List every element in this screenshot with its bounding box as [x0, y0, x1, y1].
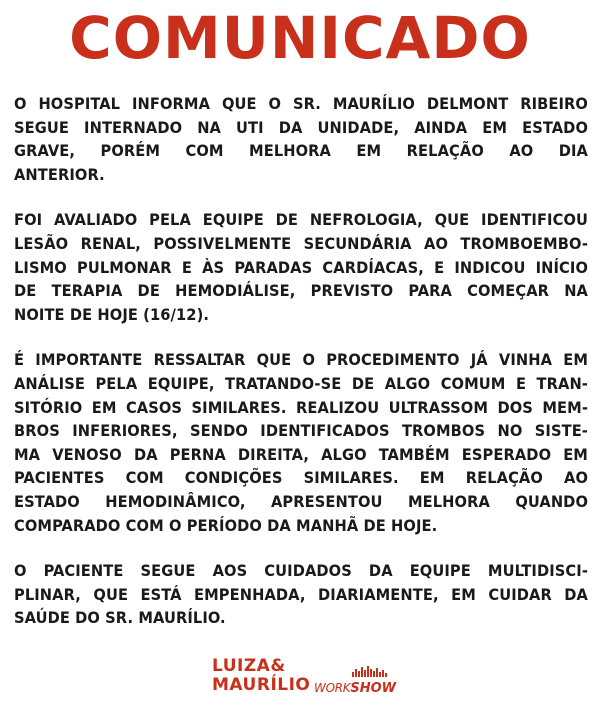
paragraph-3 — [14, 348, 588, 537]
paragraph-1 — [14, 92, 588, 186]
work-label: WORK — [314, 681, 351, 695]
text-line: PLINAR, QUE ESTÁ EMPENHADA, DIARIAMENTE, EM CUIDAR DA — [14, 584, 588, 604]
logo-line-2: MAURÍLIO — [212, 675, 311, 695]
text-line: NOITE DE HOJE (16/12). — [14, 304, 210, 324]
text-line: É IMPORTANTE RESSALTAR QUE O PROCEDIMENTO JÁ VINHA EM — [14, 350, 588, 370]
luiza-maurilio-logo — [212, 657, 310, 695]
footer-logos — [212, 657, 402, 701]
text-line: ESTADO HEMODINÂMICO, APRESENTOU MELHORA QUANDO — [14, 491, 588, 511]
text-line: LESÃO RENAL, POSSIVELMENTE SECUNDÁRIA AO TROMBOEMBO- — [14, 233, 588, 253]
paragraph-2 — [14, 208, 588, 326]
show-label: SHOW — [350, 681, 396, 696]
text-line: LISMO PULMONAR E ÀS PARADAS CARDÍACAS, E INDICOU INÍCIO — [14, 257, 588, 277]
logo-line-1: LUIZA& — [212, 656, 286, 676]
text-line: ANÁLISE PELA EQUIPE, TRATANDO-SE DE ALGO COMUM E TRAN- — [14, 373, 588, 393]
paragraph-4 — [14, 559, 588, 630]
text-line: PACIENTES COM CONDIÇÕES SIMILARES. EM RELAÇÃO AO — [14, 468, 588, 488]
announcement-body — [14, 92, 588, 652]
sound-bars-icon — [352, 665, 392, 677]
text-line: SITÓRIO EM CASOS SIMILARES. REALIZOU ULTRASSOM DOS MEM- — [14, 397, 588, 417]
text-line: SEGUE INTERNADO NA UTI DA UNIDADE, AINDA EM ESTADO — [14, 117, 588, 137]
text-line: MA VENOSO DA PERNA DIREITA, ALGO TAMBÉM ESPERADO EM — [14, 444, 588, 464]
page-title: COMUNICADO — [69, 4, 531, 72]
text-line: SAÚDE DO SR. MAURÍLIO. — [14, 608, 226, 628]
work-show-logo — [314, 677, 396, 696]
text-line: GRAVE, PORÉM COM MELHORA EM RELAÇÃO AO DIA — [14, 141, 588, 161]
text-line: DE TERAPIA DE HEMODIÁLISE, PREVISTO PARA COMEÇAR NA — [14, 281, 588, 301]
text-line: O PACIENTE SEGUE AOS CUIDADOS DA EQUIPE MULTIDISCI- — [14, 561, 588, 581]
text-line: COMPARADO COM O PERÍODO DA MANHÃ DE HOJE. — [14, 515, 438, 535]
text-line: FOI AVALIADO PELA EQUIPE DE NEFROLOGIA, QUE IDENTIFICOU — [14, 210, 588, 230]
text-line: BROS INFERIORES, SENDO IDENTIFICADOS TROMBOS NO SISTE- — [14, 421, 588, 441]
text-line: ANTERIOR. — [14, 164, 105, 184]
text-line: O HOSPITAL INFORMA QUE O SR. MAURÍLIO DELMONT RIBEIRO — [14, 94, 588, 113]
